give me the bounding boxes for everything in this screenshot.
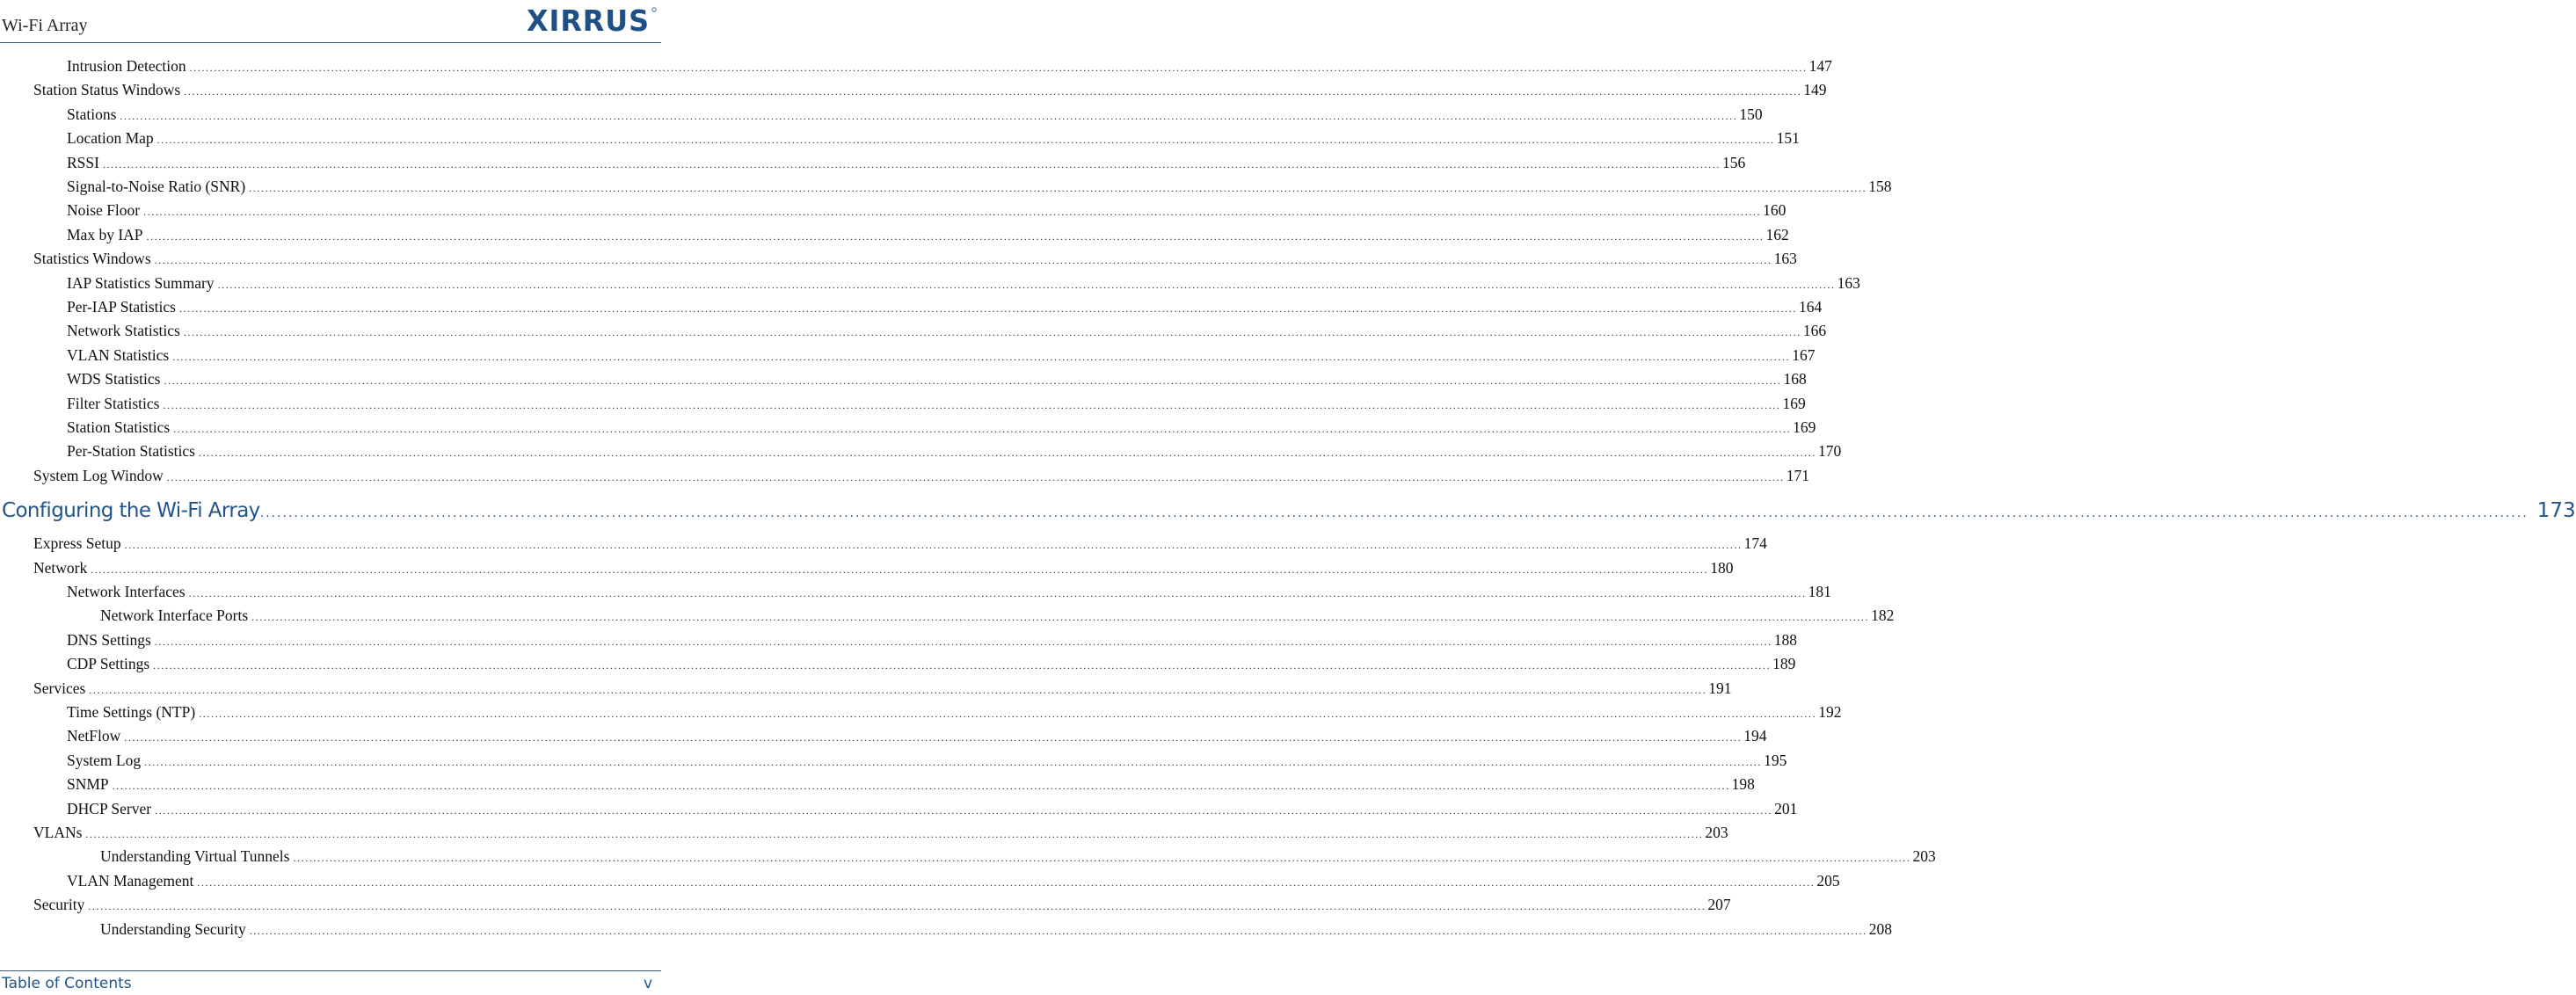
toc-entry-page: 164: [1798, 298, 1823, 316]
toc-entry-page: 203: [1705, 824, 1728, 841]
toc-entry-title: Network Interfaces: [67, 583, 189, 601]
dot-leader: ................................................................................................................................................................................................................................................................................................................................................................................................................: [120, 109, 1738, 122]
toc-entry[interactable]: [67, 655, 1796, 679]
toc-entry-title: Services: [33, 679, 89, 698]
toc-entry-page: 192: [1818, 703, 1842, 721]
toc-entry[interactable]: [33, 558, 1734, 583]
toc-entry-page: 188: [1773, 630, 1798, 649]
dot-leader: ................................................................................................................................................................................................................................................................................................................................................................................................................: [189, 62, 1808, 74]
toc-entry-page: 149: [1803, 81, 1827, 99]
dot-leader: ................................................................................................................................................................................................................................................................................................................................................................................................................: [124, 731, 1743, 744]
xirrus-logo: [525, 4, 657, 38]
toc-entry-title: Signal-to-Noise Ratio (SNR): [67, 178, 249, 196]
toc-entry-page: 167: [1792, 345, 1816, 364]
toc-entry[interactable]: [67, 298, 1823, 322]
dot-leader: ................................................................................................................................................................................................................................................................................................................................................................................................................: [251, 611, 1870, 624]
toc-entry-page: 162: [1765, 225, 1789, 243]
toc-entry[interactable]: [67, 418, 1816, 442]
toc-entry[interactable]: [67, 273, 1860, 298]
toc-entry[interactable]: [67, 630, 1798, 655]
toc-entry-page: 163: [1837, 273, 1860, 292]
toc-entry[interactable]: [67, 799, 1798, 824]
toc-entry[interactable]: [67, 129, 1800, 153]
toc-entry-title: Noise Floor: [67, 201, 143, 220]
toc-entry-title: Per-Station Statistics: [67, 442, 199, 461]
toc-entry-page: 195: [1764, 751, 1787, 769]
dot-leader: ................................................................................................................................................................................................................................................................................................................................................................................................................: [143, 206, 1762, 219]
toc-entry-page: 207: [1707, 896, 1731, 914]
toc-entry-page: 170: [1817, 442, 1842, 461]
toc-entry-page: 201: [1774, 799, 1798, 817]
toc-entry[interactable]: [67, 225, 1789, 250]
toc-entry-page: 198: [1731, 775, 1755, 794]
toc-entry-page: 171: [1786, 466, 1809, 484]
toc-entry-page: 191: [1708, 679, 1732, 697]
dot-leader: ................................................................................................................................................................................................................................................................................................................................................................................................................: [259, 506, 2529, 521]
toc-entry-title: Security: [33, 896, 88, 914]
dot-leader: ................................................................................................................................................................................................................................................................................................................................................................................................................: [166, 470, 1785, 483]
dot-leader: ................................................................................................................................................................................................................................................................................................................................................................................................................: [102, 157, 1721, 171]
dot-leader: ................................................................................................................................................................................................................................................................................................................................................................................................................: [173, 423, 1792, 435]
toc-entry[interactable]: [100, 606, 1895, 630]
toc-entry-title: Per-IAP Statistics: [67, 298, 179, 316]
toc-entry-title: Express Setup: [33, 534, 125, 553]
dot-leader: ................................................................................................................................................................................................................................................................................................................................................................................................................: [164, 374, 1782, 388]
toc-entry-page: 147: [1808, 57, 1832, 75]
dot-leader: ................................................................................................................................................................................................................................................................................................................................................................................................................: [249, 182, 1867, 194]
toc-entry[interactable]: [67, 370, 1807, 394]
dot-leader: ................................................................................................................................................................................................................................................................................................................................................................................................................: [88, 900, 1706, 913]
toc-entry-title: Time Settings (NTP): [67, 703, 199, 722]
chapter-page: 173: [2536, 499, 2576, 523]
toc-entry-page: 169: [1793, 418, 1816, 436]
chapter-heading[interactable]: [2, 499, 2576, 529]
toc-entry-title: Network Statistics: [67, 322, 184, 340]
toc-entry-title: RSSI: [67, 154, 103, 172]
dot-leader: ................................................................................................................................................................................................................................................................................................................................................................................................................: [184, 85, 1802, 98]
toc-entry-title: Location Map: [67, 129, 157, 148]
dot-leader: ................................................................................................................................................................................................................................................................................................................................................................................................................: [172, 350, 1791, 363]
toc-entry[interactable]: [33, 896, 1731, 919]
toc-entry[interactable]: [67, 57, 1832, 81]
toc-entry-title: DHCP Server: [67, 800, 155, 818]
toc-entry[interactable]: [67, 703, 1842, 727]
toc-entry-title: Understanding Security: [100, 920, 250, 939]
toc-entry-title: System Log Window: [33, 467, 167, 485]
toc-entry-title: VLAN Statistics: [67, 346, 172, 365]
svg-text:XIRRUS: XIRRUS: [527, 4, 650, 38]
dot-leader: ................................................................................................................................................................................................................................................................................................................................................................................................................: [199, 708, 1817, 720]
toc-entry-title: Max by IAP: [67, 226, 147, 244]
dot-leader: ................................................................................................................................................................................................................................................................................................................................................................................................................: [144, 755, 1763, 768]
toc-entry-page: 151: [1776, 129, 1800, 148]
toc-entry[interactable]: [67, 751, 1787, 775]
toc-entry-page: 163: [1773, 250, 1797, 268]
toc-entry-title: Network Interface Ports: [100, 606, 251, 625]
dot-leader: ................................................................................................................................................................................................................................................................................................................................................................................................................: [188, 587, 1807, 599]
toc-entry-title: Intrusion Detection: [67, 57, 190, 76]
dot-leader: ................................................................................................................................................................................................................................................................................................................................................................................................................: [124, 539, 1743, 552]
toc-entry-title: DNS Settings: [67, 631, 155, 650]
toc-entry[interactable]: [67, 178, 1892, 201]
toc-entry-title: VLAN Management: [67, 872, 197, 890]
footer-divider: [0, 970, 661, 971]
toc-entry-title: Understanding Virtual Tunnels: [100, 847, 293, 866]
toc-entry-title: Station Status Windows: [33, 81, 184, 99]
toc-entry-page: 182: [1871, 606, 1895, 625]
dot-leader: ................................................................................................................................................................................................................................................................................................................................................................................................................: [153, 659, 1772, 672]
toc-entry[interactable]: [67, 394, 1806, 418]
footer-page-number: v: [643, 975, 652, 992]
toc-entry-page: 166: [1802, 322, 1827, 340]
toc-entry[interactable]: [33, 824, 1728, 847]
toc-entry-title: IAP Statistics Summary: [67, 274, 218, 293]
toc-entry-title: CDP Settings: [67, 655, 153, 673]
footer-section-title: Table of Contents: [2, 975, 132, 992]
toc-entry-title: NetFlow: [67, 727, 124, 745]
page-header: [0, 0, 661, 44]
toc-entry-page: 169: [1782, 394, 1806, 412]
toc-entry-page: 205: [1816, 871, 1840, 890]
toc-entry[interactable]: [100, 847, 1936, 871]
toc-entry[interactable]: [67, 105, 1763, 129]
toc-entry-page: 158: [1868, 178, 1892, 195]
toc-entry[interactable]: [33, 679, 1732, 703]
dot-leader: ................................................................................................................................................................................................................................................................................................................................................................................................................: [163, 398, 1781, 411]
dot-leader: ................................................................................................................................................................................................................................................................................................................................................................................................................: [249, 924, 1867, 937]
dot-leader: ................................................................................................................................................................................................................................................................................................................................................................................................................: [85, 828, 1704, 840]
dot-leader: ................................................................................................................................................................................................................................................................................................................................................................................................................: [217, 278, 1836, 291]
toc-entry-title: WDS Statistics: [67, 370, 164, 389]
toc-entry-page: 203: [1912, 847, 1936, 866]
header-divider: [0, 42, 661, 43]
toc-entry[interactable]: [67, 775, 1755, 799]
toc-entry[interactable]: [67, 322, 1827, 345]
toc-entry[interactable]: [33, 81, 1827, 105]
toc-entry-title: Filter Statistics: [67, 395, 164, 413]
toc-entry[interactable]: [67, 583, 1831, 606]
dot-leader: ................................................................................................................................................................................................................................................................................................................................................................................................................: [156, 134, 1775, 147]
toc-entry-title: Statistics Windows: [33, 250, 155, 268]
toc-entry-page: 208: [1868, 919, 1892, 938]
chapter-title: Configuring the Wi-Fi Array: [2, 499, 260, 523]
toc-entry[interactable]: [33, 534, 1767, 558]
dot-leader: ................................................................................................................................................................................................................................................................................................................................................................................................................: [91, 563, 1709, 576]
dot-leader: ................................................................................................................................................................................................................................................................................................................................................................................................................: [155, 803, 1773, 817]
dot-leader: ................................................................................................................................................................................................................................................................................................................................................................................................................: [198, 447, 1816, 460]
toc-entry[interactable]: [67, 727, 1767, 751]
toc-entry-page: 174: [1743, 534, 1767, 553]
dot-leader: ................................................................................................................................................................................................................................................................................................................................................................................................................: [154, 254, 1772, 267]
toc-entry[interactable]: [67, 871, 1840, 896]
dot-leader: ................................................................................................................................................................................................................................................................................................................................................................................................................: [178, 302, 1797, 315]
dot-leader: ................................................................................................................................................................................................................................................................................................................................................................................................................: [154, 635, 1772, 648]
dot-leader: ................................................................................................................................................................................................................................................................................................................................................................................................................: [293, 852, 1911, 865]
toc-entry-page: 156: [1721, 153, 1746, 171]
toc-entry-page: 168: [1783, 370, 1807, 389]
toc-entry[interactable]: [67, 442, 1842, 466]
toc-entry-title: System Log: [67, 752, 144, 770]
toc-entry[interactable]: [67, 201, 1786, 225]
toc-entry[interactable]: [100, 919, 1892, 944]
dot-leader: ................................................................................................................................................................................................................................................................................................................................................................................................................: [183, 326, 1801, 339]
toc-entry-title: VLANs: [33, 824, 85, 842]
toc-entry-page: 150: [1739, 105, 1763, 123]
toc-entry-page: 181: [1808, 583, 1831, 600]
toc-entry-page: 180: [1710, 558, 1734, 577]
header-title: Wi-Fi Array: [2, 16, 88, 35]
toc-entry[interactable]: [33, 250, 1797, 273]
toc-entry[interactable]: [33, 466, 1809, 490]
toc-entry-title: Stations: [67, 105, 120, 124]
toc-entry-page: 194: [1743, 727, 1767, 745]
toc-entry-page: 189: [1772, 655, 1796, 673]
toc-entry[interactable]: [67, 153, 1746, 178]
toc-entry-page: 160: [1763, 201, 1786, 220]
toc-entry[interactable]: [67, 345, 1816, 370]
toc-entry-title: Network: [33, 559, 91, 577]
dot-leader: ................................................................................................................................................................................................................................................................................................................................................................................................................: [146, 229, 1765, 243]
dot-leader: ................................................................................................................................................................................................................................................................................................................................................................................................................: [89, 683, 1707, 696]
toc-entry-title: Station Statistics: [67, 418, 173, 437]
dot-leader: ................................................................................................................................................................................................................................................................................................................................................................................................................: [197, 875, 1816, 889]
toc-entry-title: SNMP: [67, 775, 113, 794]
dot-leader: ................................................................................................................................................................................................................................................................................................................................................................................................................: [112, 780, 1730, 793]
